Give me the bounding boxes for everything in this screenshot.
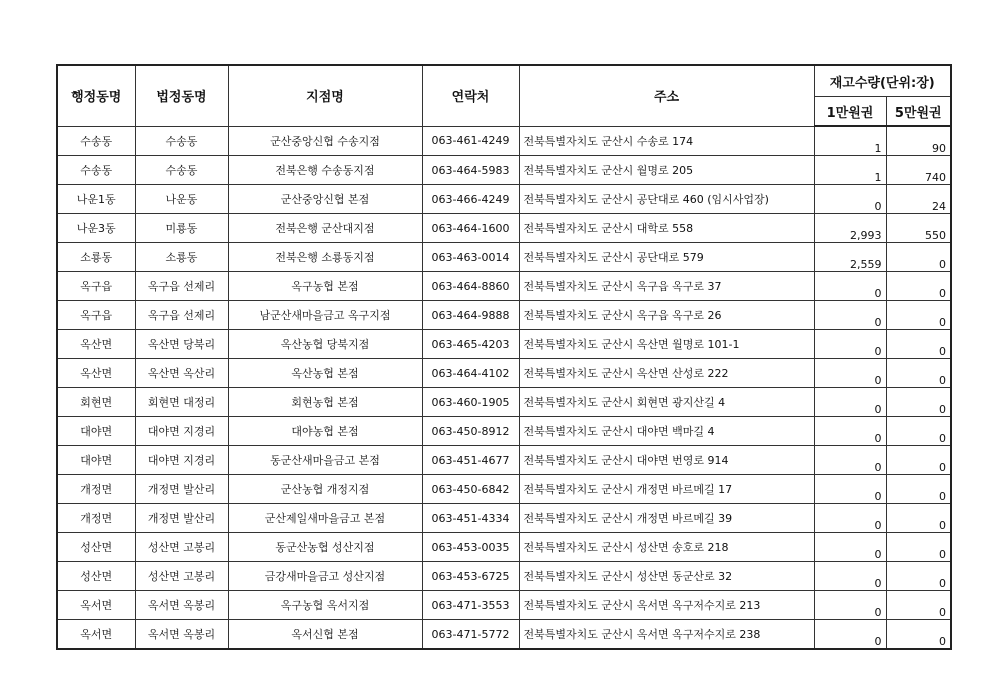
cell-address: 전북특별자치도 군산시 회현면 광지산길 4 xyxy=(519,388,814,417)
cell-legal-dong: 수송동 xyxy=(135,126,228,156)
cell-stock-10k: 0 xyxy=(814,301,886,330)
cell-stock-10k: 0 xyxy=(814,620,886,650)
table-row xyxy=(57,446,951,475)
cell-contact: 063-465-4203 xyxy=(422,330,519,359)
cell-legal-dong: 옥서면 옥봉리 xyxy=(135,620,228,650)
table-row xyxy=(57,591,951,620)
cell-address: 전북특별자치도 군산시 성산면 동군산로 32 xyxy=(519,562,814,591)
cell-branch: 대야농협 본점 xyxy=(228,417,422,446)
cell-legal-dong: 옥산면 옥산리 xyxy=(135,359,228,388)
cell-address: 전북특별자치도 군산시 성산면 송호로 218 xyxy=(519,533,814,562)
cell-address: 전북특별자치도 군산시 수송로 174 xyxy=(519,126,814,156)
cell-branch: 회현농협 본점 xyxy=(228,388,422,417)
header-branch: 지점명 xyxy=(228,65,422,126)
header-address: 주소 xyxy=(519,65,814,126)
cell-stock-50k: 0 xyxy=(886,301,951,330)
cell-stock-50k: 550 xyxy=(886,214,951,243)
cell-stock-50k: 0 xyxy=(886,504,951,533)
cell-stock-10k: 0 xyxy=(814,504,886,533)
cell-stock-10k: 0 xyxy=(814,591,886,620)
cell-branch: 전북은행 수송동지점 xyxy=(228,156,422,185)
cell-contact: 063-453-0035 xyxy=(422,533,519,562)
cell-address: 전북특별자치도 군산시 옥구읍 옥구로 37 xyxy=(519,272,814,301)
cell-contact: 063-471-3553 xyxy=(422,591,519,620)
cell-branch: 군산중앙신협 본점 xyxy=(228,185,422,214)
cell-branch: 옥구농협 본점 xyxy=(228,272,422,301)
cell-admin-dong: 개정면 xyxy=(57,475,135,504)
cell-branch: 옥산농협 본점 xyxy=(228,359,422,388)
cell-branch: 군산제일새마을금고 본점 xyxy=(228,504,422,533)
cell-admin-dong: 옥구읍 xyxy=(57,301,135,330)
cell-legal-dong: 옥구읍 선제리 xyxy=(135,272,228,301)
cell-legal-dong: 개정면 발산리 xyxy=(135,475,228,504)
cell-admin-dong: 성산면 xyxy=(57,533,135,562)
cell-stock-10k: 0 xyxy=(814,475,886,504)
table-row xyxy=(57,126,951,156)
cell-stock-50k: 90 xyxy=(886,126,951,156)
cell-admin-dong: 나운1동 xyxy=(57,185,135,214)
cell-contact: 063-450-8912 xyxy=(422,417,519,446)
cell-stock-50k: 740 xyxy=(886,156,951,185)
cell-branch: 동군산농협 성산지점 xyxy=(228,533,422,562)
table-row xyxy=(57,388,951,417)
cell-branch: 군산농협 개정지점 xyxy=(228,475,422,504)
cell-stock-10k: 2,559 xyxy=(814,243,886,272)
table-row xyxy=(57,417,951,446)
cell-branch: 금강새마을금고 성산지점 xyxy=(228,562,422,591)
table-row xyxy=(57,214,951,243)
cell-stock-50k: 0 xyxy=(886,591,951,620)
cell-contact: 063-464-5983 xyxy=(422,156,519,185)
cell-admin-dong: 옥서면 xyxy=(57,620,135,650)
cell-contact: 063-461-4249 xyxy=(422,126,519,156)
header-contact: 연락처 xyxy=(422,65,519,126)
cell-admin-dong: 수송동 xyxy=(57,156,135,185)
table-row xyxy=(57,156,951,185)
cell-address: 전북특별자치도 군산시 대야면 번영로 914 xyxy=(519,446,814,475)
cell-stock-50k: 24 xyxy=(886,185,951,214)
cell-contact: 063-464-8860 xyxy=(422,272,519,301)
cell-branch: 옥구농협 옥서지점 xyxy=(228,591,422,620)
cell-stock-10k: 0 xyxy=(814,359,886,388)
table-row xyxy=(57,620,951,650)
cell-admin-dong: 대야면 xyxy=(57,446,135,475)
table-row xyxy=(57,330,951,359)
cell-address: 전북특별자치도 군산시 옥서면 옥구저수지로 213 xyxy=(519,591,814,620)
table-body xyxy=(57,126,951,649)
cell-admin-dong: 개정면 xyxy=(57,504,135,533)
cell-stock-10k: 0 xyxy=(814,388,886,417)
cell-contact: 063-463-0014 xyxy=(422,243,519,272)
cell-address: 전북특별자치도 군산시 옥서면 옥구저수지로 238 xyxy=(519,620,814,650)
cell-stock-10k: 0 xyxy=(814,330,886,359)
table-row xyxy=(57,272,951,301)
cell-stock-10k: 0 xyxy=(814,533,886,562)
cell-stock-10k: 0 xyxy=(814,272,886,301)
cell-stock-50k: 0 xyxy=(886,446,951,475)
table-row xyxy=(57,533,951,562)
cell-admin-dong: 수송동 xyxy=(57,126,135,156)
cell-admin-dong: 소룡동 xyxy=(57,243,135,272)
cell-branch: 옥서신협 본점 xyxy=(228,620,422,650)
cell-stock-10k: 0 xyxy=(814,562,886,591)
cell-stock-10k: 1 xyxy=(814,156,886,185)
cell-stock-10k: 0 xyxy=(814,446,886,475)
cell-stock-50k: 0 xyxy=(886,330,951,359)
cell-legal-dong: 나운동 xyxy=(135,185,228,214)
cell-address: 전북특별자치도 군산시 대학로 558 xyxy=(519,214,814,243)
cell-admin-dong: 옥산면 xyxy=(57,330,135,359)
header-note-50k: 5만원권 xyxy=(886,97,951,127)
cell-branch: 전북은행 군산대지점 xyxy=(228,214,422,243)
cell-contact: 063-464-1600 xyxy=(422,214,519,243)
table-row xyxy=(57,185,951,214)
cell-admin-dong: 대야면 xyxy=(57,417,135,446)
cell-legal-dong: 성산면 고봉리 xyxy=(135,533,228,562)
cell-branch: 군산중앙신협 수송지점 xyxy=(228,126,422,156)
cell-admin-dong: 성산면 xyxy=(57,562,135,591)
cell-legal-dong: 개정면 발산리 xyxy=(135,504,228,533)
cell-branch: 전북은행 소룡동지점 xyxy=(228,243,422,272)
cell-legal-dong: 미룡동 xyxy=(135,214,228,243)
table-row xyxy=(57,301,951,330)
cell-legal-dong: 성산면 고봉리 xyxy=(135,562,228,591)
cell-stock-10k: 0 xyxy=(814,185,886,214)
cell-stock-50k: 0 xyxy=(886,417,951,446)
cell-address: 전북특별자치도 군산시 공단대로 460 (임시사업장) xyxy=(519,185,814,214)
stock-table xyxy=(56,64,952,650)
cell-address: 전북특별자치도 군산시 옥구읍 옥구로 26 xyxy=(519,301,814,330)
cell-branch: 옥산농협 당북지점 xyxy=(228,330,422,359)
cell-branch: 동군산새마을금고 본점 xyxy=(228,446,422,475)
cell-address: 전북특별자치도 군산시 공단대로 579 xyxy=(519,243,814,272)
table-row xyxy=(57,562,951,591)
cell-contact: 063-450-6842 xyxy=(422,475,519,504)
cell-stock-50k: 0 xyxy=(886,562,951,591)
cell-admin-dong: 나운3동 xyxy=(57,214,135,243)
cell-legal-dong: 수송동 xyxy=(135,156,228,185)
cell-contact: 063-471-5772 xyxy=(422,620,519,650)
cell-address: 전북특별자치도 군산시 개정면 바르메길 17 xyxy=(519,475,814,504)
cell-branch: 남군산새마을금고 옥구지점 xyxy=(228,301,422,330)
cell-address: 전북특별자치도 군산시 월명로 205 xyxy=(519,156,814,185)
cell-address: 전북특별자치도 군산시 대야면 백마길 4 xyxy=(519,417,814,446)
header-legal-dong: 법정동명 xyxy=(135,65,228,126)
header-row-top xyxy=(57,65,951,97)
cell-stock-10k: 1 xyxy=(814,126,886,156)
header-note-10k: 1만원권 xyxy=(814,97,886,127)
cell-legal-dong: 대야면 지경리 xyxy=(135,446,228,475)
cell-stock-10k: 0 xyxy=(814,417,886,446)
cell-legal-dong: 소룡동 xyxy=(135,243,228,272)
cell-stock-50k: 0 xyxy=(886,359,951,388)
cell-legal-dong: 대야면 지경리 xyxy=(135,417,228,446)
cell-stock-50k: 0 xyxy=(886,620,951,650)
cell-stock-50k: 0 xyxy=(886,243,951,272)
table-row xyxy=(57,504,951,533)
cell-legal-dong: 옥서면 옥봉리 xyxy=(135,591,228,620)
cell-address: 전북특별자치도 군산시 옥산면 월명로 101-1 xyxy=(519,330,814,359)
cell-contact: 063-464-9888 xyxy=(422,301,519,330)
table-row xyxy=(57,243,951,272)
cell-contact: 063-460-1905 xyxy=(422,388,519,417)
table-row xyxy=(57,359,951,388)
table-row xyxy=(57,475,951,504)
cell-contact: 063-464-4102 xyxy=(422,359,519,388)
cell-legal-dong: 옥구읍 선제리 xyxy=(135,301,228,330)
cell-admin-dong: 회현면 xyxy=(57,388,135,417)
cell-contact: 063-453-6725 xyxy=(422,562,519,591)
cell-contact: 063-451-4334 xyxy=(422,504,519,533)
cell-stock-10k: 2,993 xyxy=(814,214,886,243)
cell-admin-dong: 옥서면 xyxy=(57,591,135,620)
cell-address: 전북특별자치도 군산시 개정면 바르메길 39 xyxy=(519,504,814,533)
cell-contact: 063-466-4249 xyxy=(422,185,519,214)
cell-stock-50k: 0 xyxy=(886,388,951,417)
cell-stock-50k: 0 xyxy=(886,533,951,562)
cell-admin-dong: 옥구읍 xyxy=(57,272,135,301)
cell-legal-dong: 회현면 대정리 xyxy=(135,388,228,417)
cell-stock-50k: 0 xyxy=(886,272,951,301)
header-stock-group: 재고수량(단위:장) xyxy=(814,65,951,97)
cell-contact: 063-451-4677 xyxy=(422,446,519,475)
cell-stock-50k: 0 xyxy=(886,475,951,504)
cell-admin-dong: 옥산면 xyxy=(57,359,135,388)
cell-address: 전북특별자치도 군산시 옥산면 산성로 222 xyxy=(519,359,814,388)
header-admin-dong: 행정동명 xyxy=(57,65,135,126)
cell-legal-dong: 옥산면 당북리 xyxy=(135,330,228,359)
